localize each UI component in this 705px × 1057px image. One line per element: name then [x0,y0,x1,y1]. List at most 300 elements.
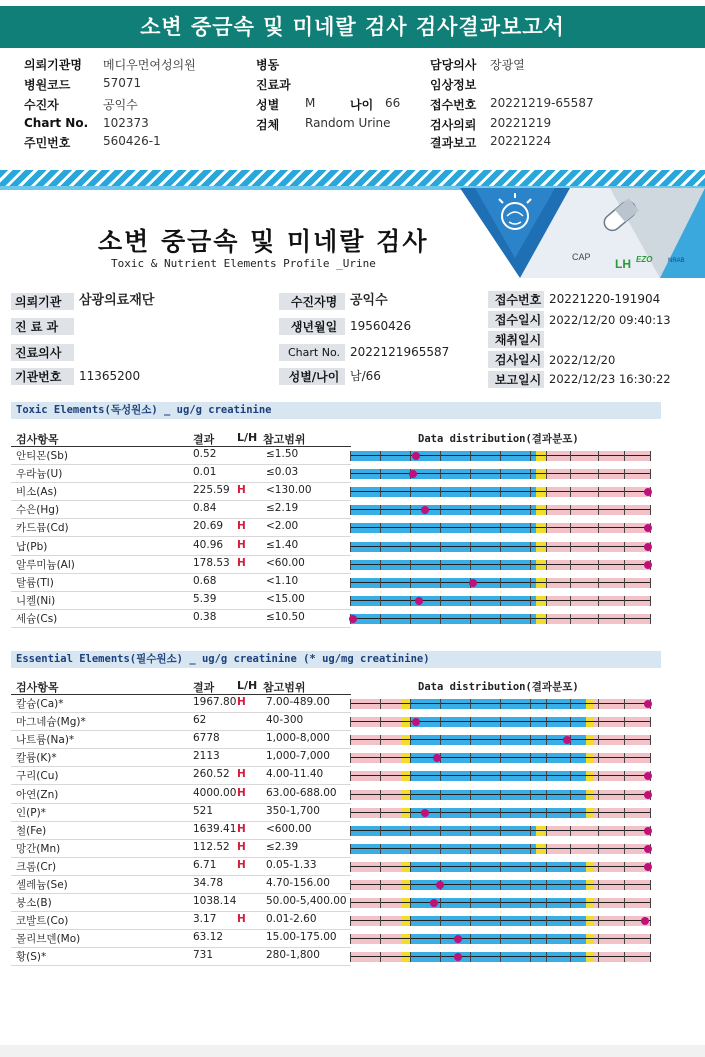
distribution-bar [350,578,651,588]
bar-tick [500,469,501,479]
row-divider [11,555,351,556]
bar-tick [530,578,531,588]
bar-tick [470,487,471,497]
distribution-bar [350,790,651,800]
bar-tick [380,735,381,745]
bar-tick [350,934,351,944]
bar-tick [350,717,351,727]
pt-doctor-label: 진료의사 [11,343,74,361]
bar-tick [410,790,411,800]
bar-tick [598,826,599,836]
low-boundary [402,699,410,709]
element-reference-range: 1,000-7,000 [266,750,330,763]
element-flag: H [237,858,246,871]
low-zone [350,916,402,926]
bar-tick [598,560,599,570]
pt-chart-label: Chart No. [279,343,345,361]
bar-tick [624,542,625,552]
bar-tick [650,578,651,588]
row-divider [11,627,351,628]
bar-tick [410,808,411,818]
low-zone [350,808,402,818]
bar-tick [440,808,441,818]
ess-col-range: 참고범위 [263,681,306,694]
element-reference-range: 50.00-5,400.00 [266,895,347,908]
row-divider [11,929,351,930]
bar-tick [624,523,625,533]
normal-zone [350,826,536,836]
bar-tick [598,578,599,588]
bar-tick [470,717,471,727]
element-reference-range: ≤2.39 [266,840,299,853]
element-name: 황(S)* [16,951,47,964]
bar-tick [470,862,471,872]
bar-tick [440,862,441,872]
bar-tick [350,542,351,552]
bar-tick [570,505,571,515]
bar-tick [624,790,625,800]
distribution-bar [350,880,651,890]
pt-dept-value [74,317,278,335]
normal-zone [410,952,586,962]
bar-tick [624,753,625,763]
normal-zone [350,614,536,624]
distribution-bar [350,916,651,926]
bar-tick [546,699,547,709]
distribution-bar [350,898,651,908]
bar-tick [598,916,599,926]
high-zone [594,790,651,800]
bar-tick [440,717,441,727]
pt-test-value: 2022/12/20 [544,351,660,369]
row-divider [11,609,351,610]
bar-tick [546,952,547,962]
bar-tick [380,542,381,552]
bar-tick [500,790,501,800]
bar-tick [530,862,531,872]
low-boundary [402,952,410,962]
bar-tick [546,560,547,570]
element-flag: H [237,538,246,551]
low-boundary [402,753,410,763]
normal-zone [350,505,536,515]
element-reference-range: <60.00 [266,556,305,569]
row-divider [11,784,351,785]
bar-tick [530,753,531,763]
bar-tick [380,487,381,497]
distribution-bar [350,771,651,781]
bar-tick [500,808,501,818]
element-reference-range: <15.00 [266,592,305,605]
bar-tick [470,451,471,461]
bar-tick [546,826,547,836]
bar-tick [410,898,411,908]
specimen-value: Random Urine [305,116,391,130]
bar-tick [570,826,571,836]
row-divider [11,839,351,840]
element-name: 납(Pb) [16,540,48,553]
low-boundary [402,735,410,745]
test-date-value: 20221219 [490,116,552,130]
bar-tick [598,808,599,818]
distribution-bar [350,862,651,872]
element-result: 1967.80 [193,696,237,708]
bar-tick [598,699,599,709]
high-zone [594,898,651,908]
normal-zone [350,560,536,570]
element-result: 225.59 [193,484,230,497]
bar-tick [500,844,501,854]
row-divider [11,947,351,948]
toxic-header-line [11,446,351,447]
element-result: 731 [193,949,214,962]
institution-value: 메디우먼여성의원 [103,58,196,72]
result-marker [563,736,571,744]
bar-tick [350,487,351,497]
high-boundary [586,916,594,926]
high-boundary [586,898,594,908]
row-divider [11,748,351,749]
bar-tick [530,542,531,552]
bar-tick [650,469,651,479]
toxic-col-lh: L/H [237,431,258,444]
normal-zone [410,934,586,944]
high-boundary [536,505,546,515]
bar-tick [624,578,625,588]
pt-dob-value: 19560426 [345,317,485,335]
bar-tick [470,596,471,606]
bar-tick [500,826,501,836]
bar-tick [530,735,531,745]
report-title: 소변 중금속 및 미네랄 검사 [98,227,429,256]
bar-tick [546,862,547,872]
report-header-title: 소변 중금속 및 미네랄 검사 검사결과보고서 [0,6,705,48]
chart-label: Chart No. [24,116,89,130]
bar-tick [624,505,625,515]
bar-tick [350,523,351,533]
row-divider [11,965,351,966]
pt-name-value: 공익수 [345,292,485,310]
bar-tick [530,560,531,570]
bar-tick [380,771,381,781]
bar-tick [380,523,381,533]
high-boundary [536,578,546,588]
element-reference-range: 0.05-1.33 [266,858,317,871]
result-marker [644,561,652,569]
bar-tick [410,596,411,606]
high-boundary [536,560,546,570]
element-name: 몰리브덴(Mo) [16,933,81,946]
element-result: 0.84 [193,502,217,515]
bar-tick [570,844,571,854]
low-zone [350,753,402,763]
bar-tick [470,771,471,781]
low-boundary [402,808,410,818]
bar-tick [650,505,651,515]
element-reference-range: <130.00 [266,484,312,497]
low-zone [350,898,402,908]
element-name: 마그네슘(Mg)* [16,716,86,729]
low-zone [350,699,402,709]
bar-tick [440,898,441,908]
sex-value: M [305,96,316,110]
bar-tick [530,451,531,461]
bar-tick [546,790,547,800]
bar-tick [410,487,411,497]
element-reference-range: 40-300 [266,714,304,727]
bar-tick [624,771,625,781]
toxic-section-title: Toxic Elements(독성원소) _ ug/g creatinine [11,402,661,419]
bar-tick [500,753,501,763]
bar-tick [530,826,531,836]
element-reference-range: <1.10 [266,574,299,587]
bar-tick [410,614,411,624]
low-zone [350,771,402,781]
element-name: 탈륨(Tl) [16,576,54,589]
bar-tick [410,505,411,515]
low-boundary [402,717,410,727]
element-result: 0.68 [193,574,217,587]
bar-tick [570,614,571,624]
bar-tick [546,542,547,552]
bar-tick [410,699,411,709]
element-reference-range: 0.01-2.60 [266,913,317,926]
bar-tick [624,844,625,854]
bar-tick [470,469,471,479]
pt-sexage-value: 남/66 [345,367,485,385]
bar-tick [598,542,599,552]
result-marker [644,863,652,871]
bar-tick [624,880,625,890]
bar-tick [530,880,531,890]
bar-tick [380,560,381,570]
element-name: 망간(Mn) [16,842,61,855]
bar-tick [380,717,381,727]
bar-tick [470,790,471,800]
ess-col-item: 검사항목 [16,681,59,694]
bar-tick [440,542,441,552]
element-result: 1038.14 [193,895,237,908]
low-zone [350,952,402,962]
bar-tick [650,916,651,926]
pt-code-value: 11365200 [74,367,278,385]
low-zone [350,862,402,872]
normal-zone [350,596,536,606]
bar-tick [570,916,571,926]
high-boundary [586,808,594,818]
bar-tick [380,614,381,624]
element-reference-range: 280-1,800 [266,949,320,962]
element-name: 코발트(Co) [16,915,69,928]
bar-tick [380,753,381,763]
bar-tick [530,790,531,800]
bar-tick [380,952,381,962]
distribution-bar [350,844,651,854]
bar-tick [440,699,441,709]
bar-tick [470,735,471,745]
chart-value: 102373 [103,116,149,130]
bar-tick [350,880,351,890]
bar-tick [546,451,547,461]
bar-tick [500,560,501,570]
pt-dob-label: 생년월일 [279,317,345,335]
low-boundary [402,898,410,908]
footer-strip [0,1045,705,1057]
normal-zone [350,451,536,461]
bar-tick [380,844,381,854]
bar-tick [500,523,501,533]
element-flag: H [237,484,246,497]
element-name: 붕소(B) [16,897,52,910]
bar-tick [530,934,531,944]
bar-tick [598,880,599,890]
bar-tick [570,560,571,570]
high-zone [594,717,651,727]
element-result: 0.38 [193,610,217,623]
hospital-code-value: 57071 [103,76,142,90]
distribution-bar [350,542,651,552]
high-zone [594,862,651,872]
bar-tick [650,614,651,624]
bar-tick [546,487,547,497]
bar-tick [650,735,651,745]
pt-collect-value [544,330,660,348]
element-flag: H [237,840,246,853]
specimen-label: 검체 [256,118,280,132]
element-name: 인(P)* [16,806,46,819]
bar-tick [570,753,571,763]
distribution-bar [350,560,651,570]
bar-tick [624,487,625,497]
bar-tick [530,952,531,962]
bar-tick [500,880,501,890]
essential-section-title: Essential Elements(필수원소) _ ug/g creatinine (* ug/mg creatinine) [11,651,661,668]
sex-label: 성별 [256,98,280,112]
bar-tick [380,505,381,515]
element-result: 6778 [193,732,220,745]
bar-tick [350,578,351,588]
pt-chart-value: 2022121965587 [345,343,485,361]
bar-tick [546,771,547,781]
high-boundary [536,596,546,606]
bar-tick [380,826,381,836]
bar-tick [410,916,411,926]
bar-tick [624,952,625,962]
bar-tick [598,614,599,624]
decorative-stripe [0,170,705,186]
bar-tick [624,916,625,926]
bar-tick [624,862,625,872]
bar-tick [598,735,599,745]
distribution-bar [350,717,651,727]
element-result: 3.17 [193,913,217,926]
bar-tick [500,487,501,497]
bar-tick [650,717,651,727]
bar-tick [530,699,531,709]
bar-tick [410,451,411,461]
bar-tick [410,771,411,781]
element-reference-range: ≤1.50 [266,448,299,460]
element-name: 안티몬(Sb) [16,450,68,462]
distribution-bar [350,596,651,606]
element-result: 0.01 [193,466,217,479]
bar-tick [500,717,501,727]
bar-tick [470,542,471,552]
distribution-bar [350,934,651,944]
bar-tick [470,560,471,570]
bar-tick [380,808,381,818]
high-boundary [536,523,546,533]
result-marker [415,597,423,605]
bar-tick [410,753,411,763]
bar-tick [624,934,625,944]
element-result: 5.39 [193,592,217,605]
distribution-bar [350,505,651,515]
bar-tick [546,596,547,606]
bar-tick [410,578,411,588]
normal-zone [410,735,586,745]
bar-tick [440,952,441,962]
element-reference-range: 7.00-489.00 [266,696,330,708]
bar-tick [598,952,599,962]
distribution-bar [350,699,651,709]
high-boundary [586,934,594,944]
bar-tick [530,808,531,818]
element-name: 수은(Hg) [16,504,60,517]
bar-tick [470,844,471,854]
age-value: 66 [385,96,401,110]
bar-tick [500,952,501,962]
normal-zone [410,717,586,727]
row-divider [11,482,351,483]
low-zone [350,934,402,944]
element-result: 63.12 [193,931,224,944]
row-divider [11,911,351,912]
bar-tick [624,735,625,745]
hero-svg [460,188,705,278]
bar-tick [500,898,501,908]
bar-tick [598,790,599,800]
element-result: 40.96 [193,538,224,551]
bar-tick [624,451,625,461]
pt-recv-value: 2022/12/20 09:40:13 [544,311,660,329]
row-divider [11,857,351,858]
pt-code-label: 기관번호 [11,367,74,385]
low-boundary [402,862,410,872]
doctor-label: 담당의사 [430,58,477,72]
bar-tick [500,934,501,944]
result-marker [644,845,652,853]
high-boundary [586,717,594,727]
bar-tick [570,862,571,872]
bar-tick [440,614,441,624]
normal-zone [410,808,586,818]
element-result: 20.69 [193,520,224,533]
row-divider [11,803,351,804]
bar-tick [598,898,599,908]
low-boundary [402,790,410,800]
bar-tick [598,469,599,479]
bar-tick [598,862,599,872]
bar-tick [570,808,571,818]
bar-tick [598,717,599,727]
bar-tick [546,934,547,944]
element-reference-range: ≤1.40 [266,538,299,551]
bar-tick [350,844,351,854]
bar-tick [624,717,625,727]
bar-tick [624,560,625,570]
normal-zone [350,523,536,533]
